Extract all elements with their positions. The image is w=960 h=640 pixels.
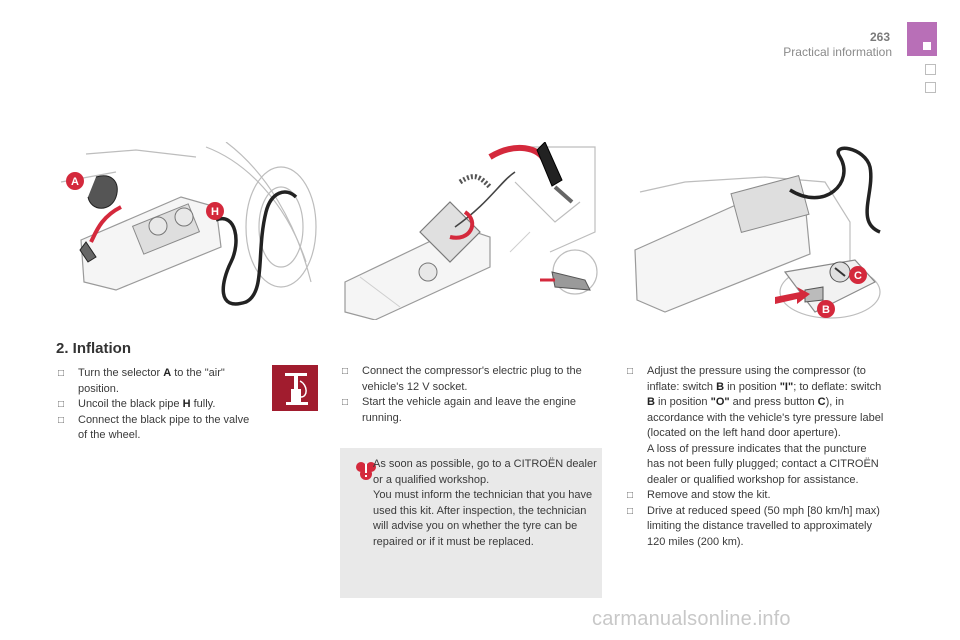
inflation-steps-column-3 xyxy=(625,364,887,550)
pump-pictogram xyxy=(272,365,318,411)
figure-compressor-hose xyxy=(56,142,318,320)
label-B-marker xyxy=(817,300,835,318)
chapter-tab-outline-2 xyxy=(925,82,936,93)
label-C: C xyxy=(854,270,862,282)
step-text: to the "air" position. xyxy=(78,367,225,395)
bullet-icon: □ xyxy=(58,399,65,410)
step-item xyxy=(625,488,887,504)
step-text: in position xyxy=(654,396,711,408)
watermark: carmanualsonline.info xyxy=(592,608,791,630)
inflation-heading: 2. Inflation xyxy=(56,340,131,357)
label-A-marker xyxy=(66,172,84,190)
step-item xyxy=(56,413,256,444)
section-title: Practical information xyxy=(783,45,892,59)
step-item xyxy=(340,364,602,395)
chapter-tab-marker xyxy=(923,42,931,50)
figure-electric-plug xyxy=(340,142,602,320)
inflation-steps-column-2 xyxy=(340,364,602,426)
step-text: in position xyxy=(724,380,780,393)
label-C-marker xyxy=(849,266,867,284)
bullet-icon: □ xyxy=(58,368,65,379)
warning-paragraph-1: As soon as possible, go to a CITROËN dealer or a qualified workshop. xyxy=(373,458,597,486)
bullet-icon: □ xyxy=(58,414,65,426)
compressor-hose-illustration xyxy=(56,142,318,320)
chapter-tab-outline-1 xyxy=(925,64,936,75)
step-text: Connect the compressor's electric plug to the vehicle's 12 V socket. xyxy=(362,365,582,393)
step-item xyxy=(56,366,256,397)
step-text: ), in accordance with the vehicle's tyre pressure label (located on the left hand door aperture). xyxy=(647,396,884,439)
step-text: and press button xyxy=(729,396,818,408)
pump-icon xyxy=(272,365,318,411)
step-key-term: "O" xyxy=(710,396,730,408)
figure-compressor-controls xyxy=(625,142,887,320)
step-key-term: A xyxy=(163,367,172,379)
step-text: Uncoil the black pipe xyxy=(78,398,183,410)
step-key-term: B xyxy=(716,380,725,393)
step-text: Connect the black pipe to the valve of the wheel. xyxy=(78,413,250,441)
electric-plug-illustration xyxy=(340,142,602,320)
label-B: B xyxy=(822,304,830,316)
label-H-marker xyxy=(206,202,224,220)
bullet-icon: □ xyxy=(627,366,634,377)
bullet-icon: □ xyxy=(342,366,349,377)
step-item xyxy=(625,364,887,488)
warning-paragraph-2: You must inform the technician that you have used this kit. After inspection, the technician will advise you on whether the tyre can be repaired or if it must be replaced. xyxy=(373,489,593,548)
warning-text xyxy=(373,457,597,551)
label-A: A xyxy=(71,176,79,188)
chapter-tab xyxy=(907,22,937,56)
bullet-icon: □ xyxy=(342,397,349,408)
step-key-term: "I" xyxy=(779,380,794,393)
bullet-icon: □ xyxy=(627,490,634,501)
step-text: ; to deflate: switch xyxy=(793,380,882,393)
step-key-term: B xyxy=(647,396,655,408)
inflation-steps-column-1 xyxy=(56,366,256,444)
step-item xyxy=(56,397,256,413)
step-text: Remove and stow the kit. xyxy=(647,489,771,501)
step-text: Turn the selector xyxy=(78,367,164,379)
step-key-term: C xyxy=(817,396,826,408)
step-key-term: H xyxy=(182,398,191,410)
step-text: Adjust the pressure using the compressor (to inflate: switch xyxy=(647,365,866,393)
step-text: Start the vehicle again and leave the engine running. xyxy=(362,396,577,424)
step-text: Drive at reduced speed (50 mph [80 km/h] max) limiting the distance travelled to approximately 120 miles (200 km). xyxy=(647,504,880,548)
label-H: H xyxy=(211,206,219,218)
step-text: A loss of pressure indicates that the puncture has not been fully plugged; contact a CITROËN dealer or qualified workshop for assistance. xyxy=(647,442,879,486)
bullet-icon: □ xyxy=(627,505,634,517)
page-number: 263 xyxy=(869,30,890,44)
step-item xyxy=(340,395,602,426)
compressor-controls-illustration xyxy=(625,142,887,320)
step-text: fully. xyxy=(190,398,216,410)
step-item xyxy=(625,504,887,551)
